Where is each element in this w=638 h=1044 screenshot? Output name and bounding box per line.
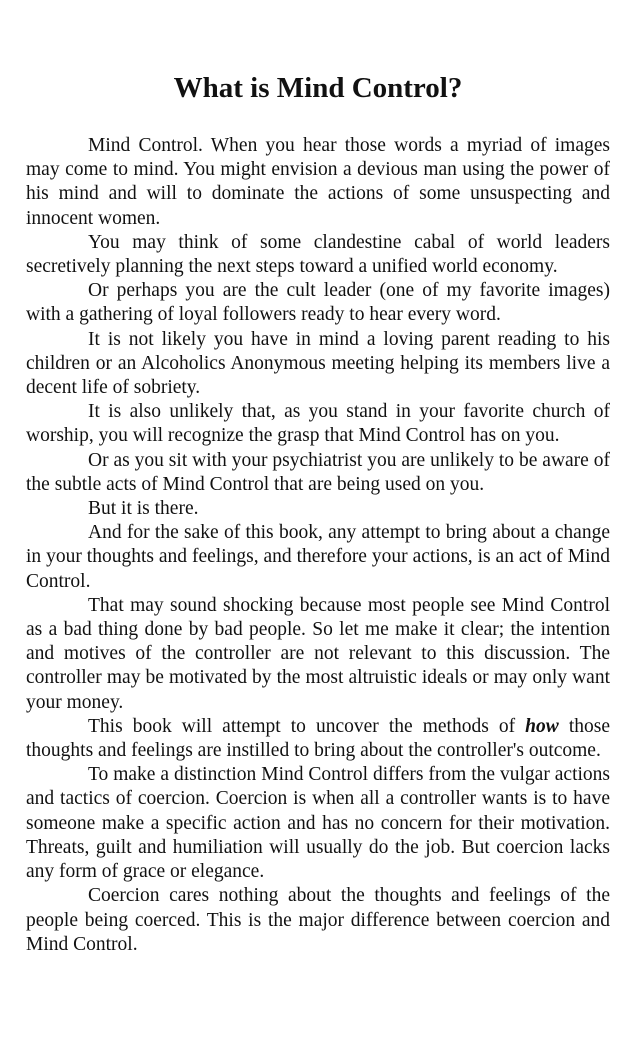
paragraph-8: And for the sake of this book, any attempt to bring about a change in your thoughts and feelings, and therefore your actions, is an act of Mind Control. (26, 522, 610, 592)
emphasis-how: how (525, 715, 559, 737)
paragraph-12: Coercion cares nothing about the thoughts and feelings of the people being coerced. This is the major difference between coercion and Mind Control. (26, 885, 610, 955)
chapter-title: What is Mind Control? (173, 72, 463, 104)
paragraph-2: You may think of some clandestine cabal of world leaders secretively planning the next steps toward a unified world economy. (26, 231, 610, 278)
paragraph-1: Mind Control. When you hear those words a myriad of images may come to mind. You might envision a devious man using the power of his mind and will to dominate the actions of some unsuspecting and innocent women. (26, 135, 610, 229)
paragraph-3: Or perhaps you are the cult leader (one of my favorite images) with a gathering of loyal followers ready to hear every word. (26, 280, 610, 326)
book-page (26, 70, 610, 957)
paragraph-10-start: This book will attempt to uncover the methods of (88, 715, 526, 737)
paragraph-11: To make a distinction Mind Control differs from the vulgar actions and tactics of coercion. Coercion is when all a controller wants is to have someone make a specific action and has no concern for their motivation. Threats, guilt and humiliation will usually do the job. But coercion lacks any form of grace or elegance. (26, 764, 610, 883)
paragraph-5: It is also unlikely that, as you stand in your favorite church of worship, you will recognize the grasp that Mind Control has on you. (26, 401, 610, 447)
paragraph-7: But it is there. (88, 498, 199, 520)
paragraph-10 (26, 715, 610, 763)
paragraph-9: That may sound shocking because most people see Mind Control as a bad thing done by bad people. So let me make it clear; the intention and motives of the controller are not relevant to this discussion. The controller may be motivated by the most altruistic ideals or may only want your money. (26, 594, 610, 713)
paragraph-10-end: those thoughts and feelings are instilled to bring about the controller's outcome. (26, 715, 610, 762)
paragraph-6: Or as you sit with your psychiatrist you are unlikely to be aware of the subtle acts of Mind Control that are being used on you. (26, 449, 610, 495)
paragraph-4: It is not likely you have in mind a loving parent reading to his children or an Alcoholics Anonymous meeting helping its members live a decent life of sobriety. (26, 328, 610, 399)
